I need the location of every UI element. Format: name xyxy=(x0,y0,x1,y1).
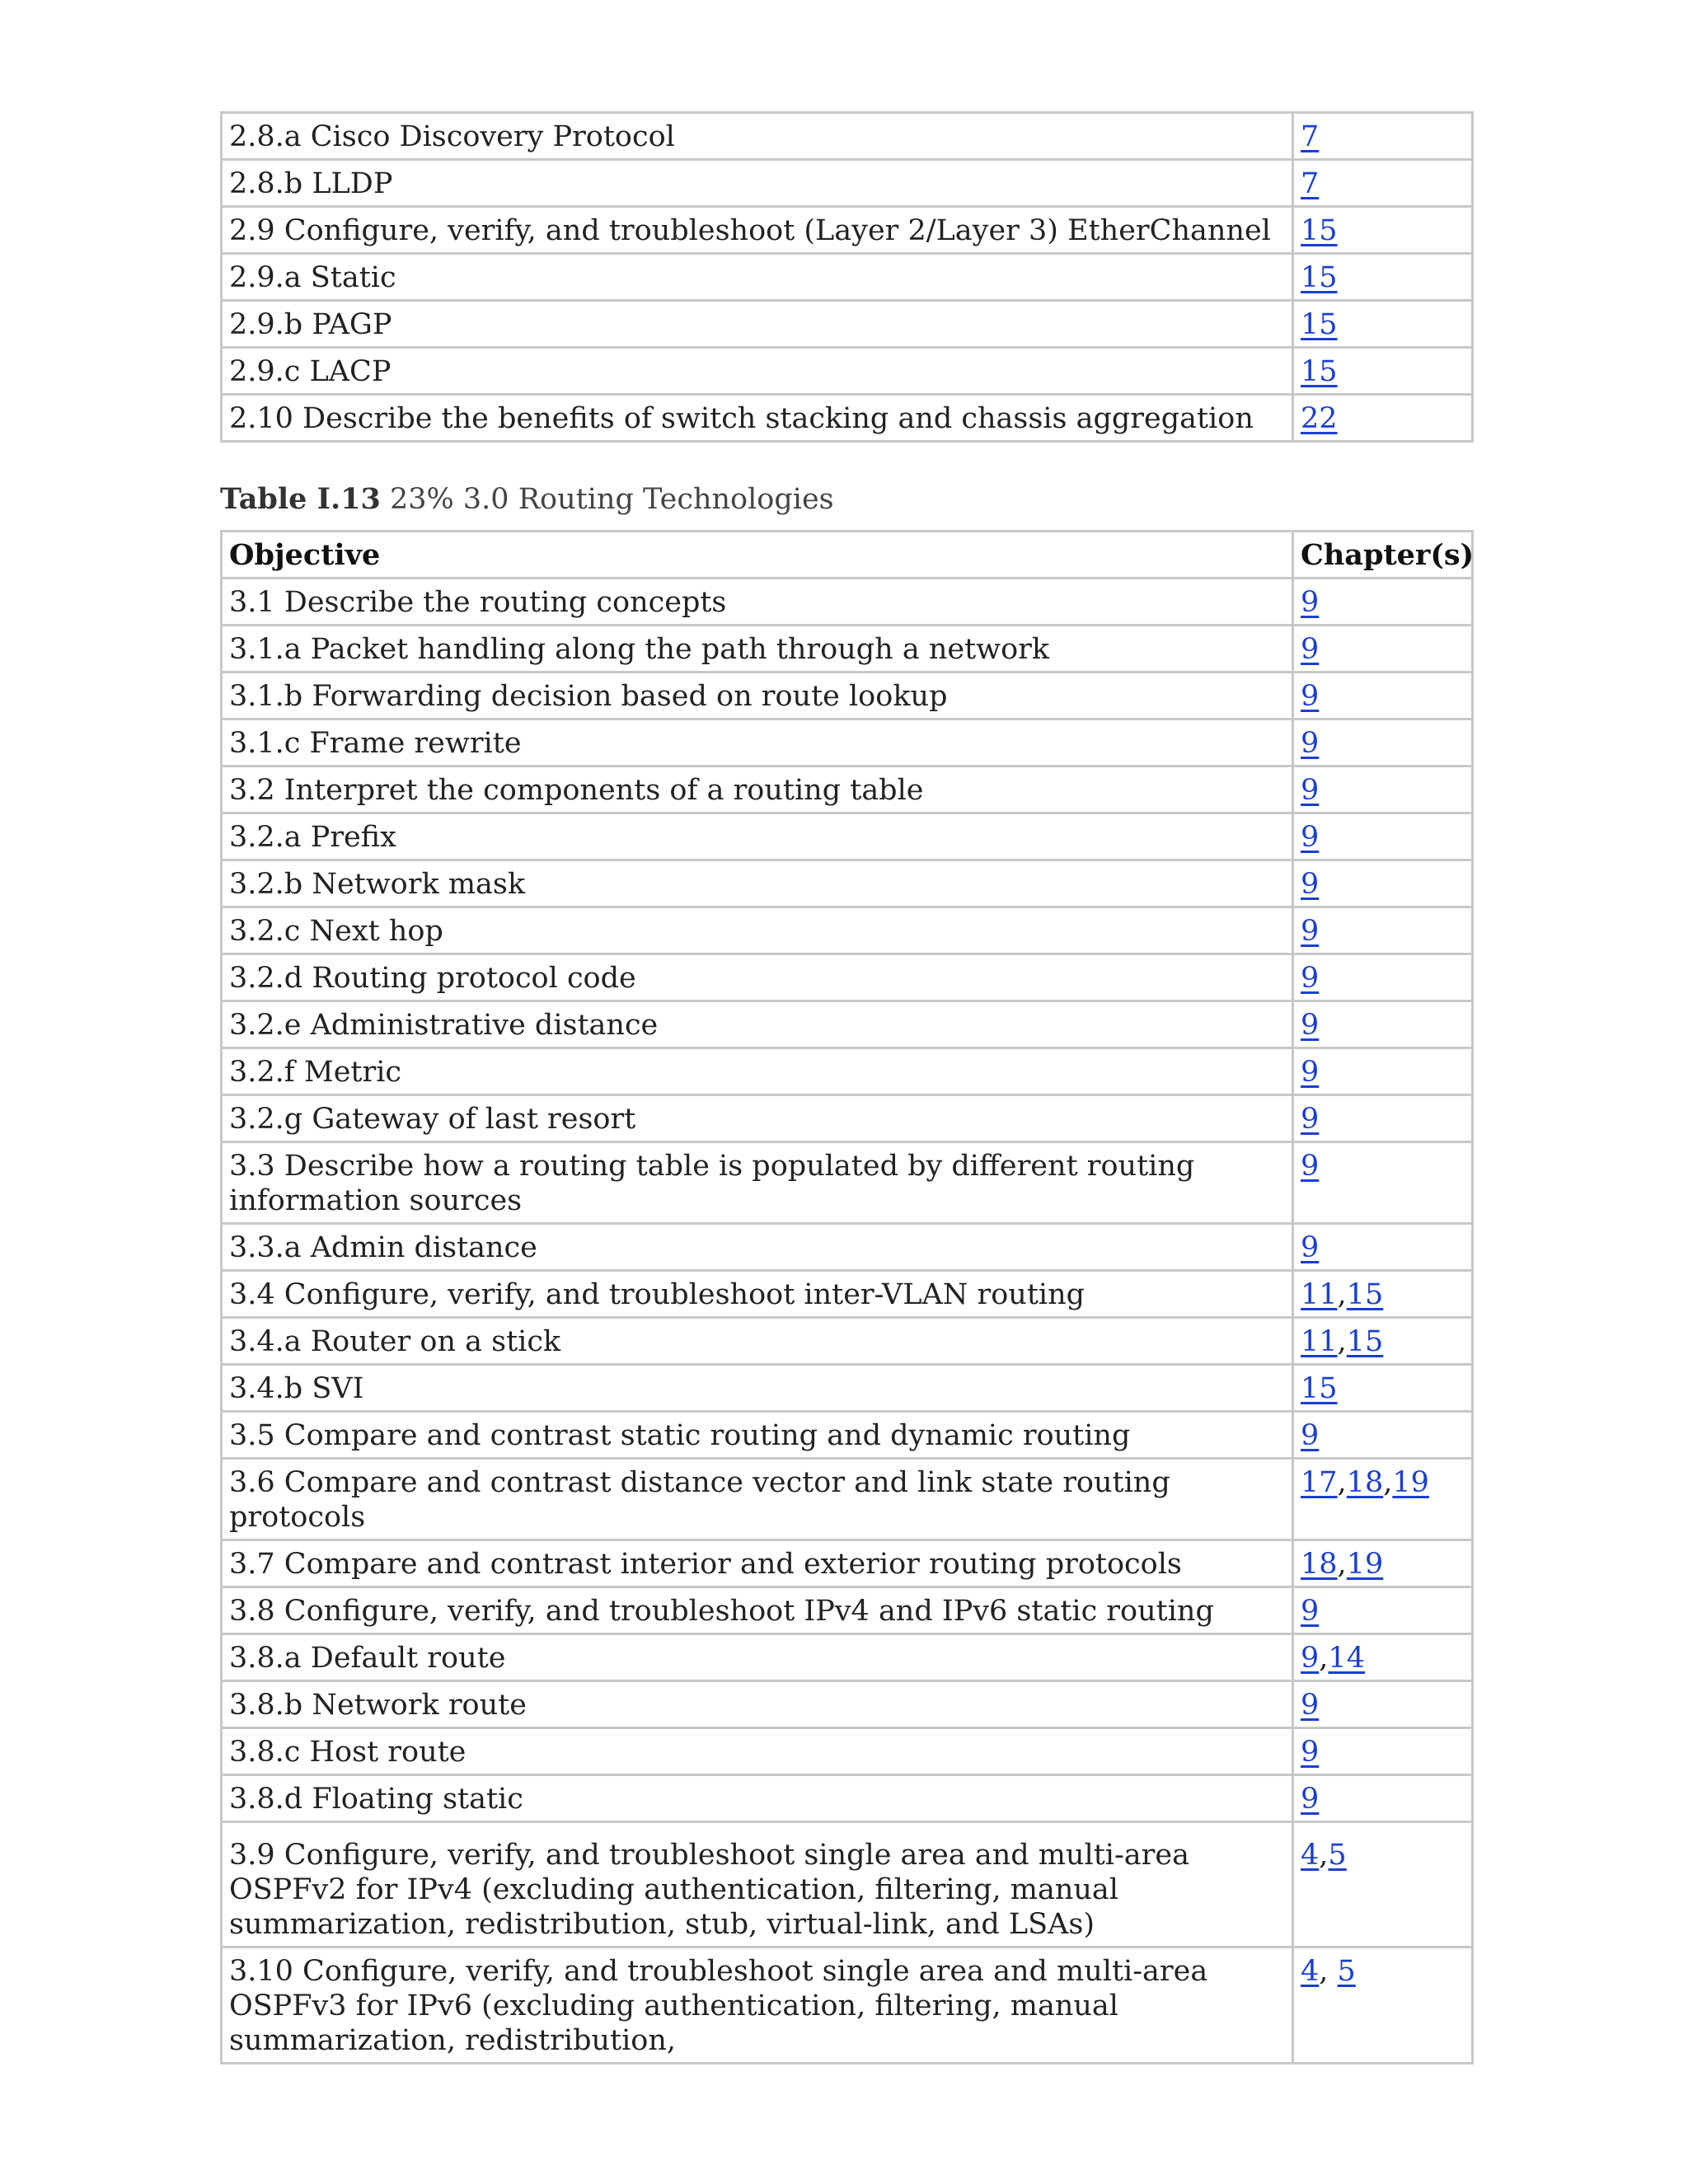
chapters-cell xyxy=(1293,1681,1473,1728)
chapter-link[interactable]: 14 xyxy=(1328,1642,1365,1675)
chapters-cell xyxy=(1293,1728,1473,1775)
chapters-cell xyxy=(1293,1318,1473,1365)
table-row xyxy=(222,719,1473,766)
table-row xyxy=(222,348,1473,395)
objectives-table-continued-body xyxy=(222,113,1473,442)
chapters-cell xyxy=(1293,719,1473,766)
chapters-cell xyxy=(1293,1412,1473,1459)
chapters-cell xyxy=(1293,1271,1473,1318)
chapter-link[interactable]: 9 xyxy=(1301,633,1320,666)
chapter-link[interactable]: 9 xyxy=(1301,868,1320,901)
chapters-cell xyxy=(1293,1947,1473,2064)
chapter-link[interactable]: 9 xyxy=(1301,1642,1320,1675)
table-row xyxy=(222,1271,1473,1318)
chapter-link[interactable]: 18 xyxy=(1346,1466,1384,1499)
table-caption-text: 23% 3.0 Routing Technologies xyxy=(390,483,834,516)
chapters-cell xyxy=(1293,301,1473,348)
chapters-cell xyxy=(1293,579,1473,626)
table-caption xyxy=(220,482,834,516)
table-row xyxy=(222,1048,1473,1095)
objective-cell: 3.7 Compare and contrast interior and exterior routing protocols xyxy=(222,1540,1293,1587)
objective-cell: 2.8.a Cisco Discovery Protocol xyxy=(222,113,1293,160)
chapter-link[interactable]: 9 xyxy=(1301,962,1320,995)
chapters-cell xyxy=(1293,160,1473,207)
table-row xyxy=(222,1318,1473,1365)
objective-cell: 3.2 Interpret the components of a routing table xyxy=(222,766,1293,813)
chapter-link[interactable]: 9 xyxy=(1301,586,1320,619)
objective-cell: 3.8 Configure, verify, and troubleshoot IPv4 and IPv6 static routing xyxy=(222,1587,1293,1634)
objective-cell: 3.2.g Gateway of last resort xyxy=(222,1095,1293,1142)
chapters-cell xyxy=(1293,766,1473,813)
chapter-separator: , xyxy=(1337,1466,1347,1499)
chapter-separator: , xyxy=(1319,1642,1329,1675)
chapter-separator: , xyxy=(1337,1278,1347,1311)
chapter-link[interactable]: 9 xyxy=(1301,1150,1320,1183)
table-row xyxy=(222,395,1473,442)
table-row xyxy=(222,1540,1473,1587)
chapter-separator: , xyxy=(1319,1839,1329,1872)
chapter-link[interactable]: 9 xyxy=(1301,1595,1320,1628)
chapter-link[interactable]: 5 xyxy=(1337,1955,1356,1988)
chapter-link[interactable]: 17 xyxy=(1301,1466,1338,1499)
table-row xyxy=(222,907,1473,954)
objective-cell: 3.2.f Metric xyxy=(222,1048,1293,1095)
chapters-cell xyxy=(1293,1001,1473,1048)
chapter-link[interactable]: 15 xyxy=(1346,1278,1384,1311)
table-row xyxy=(222,673,1473,719)
chapter-separator: , xyxy=(1337,1325,1347,1358)
chapter-link[interactable]: 9 xyxy=(1301,1231,1320,1264)
chapter-link[interactable]: 11 xyxy=(1301,1325,1338,1358)
table-row xyxy=(222,160,1473,207)
objective-cell: 3.8.c Host route xyxy=(222,1728,1293,1775)
objective-cell: 3.1.c Frame rewrite xyxy=(222,719,1293,766)
objective-cell: 3.4 Configure, verify, and troubleshoot inter-VLAN routing xyxy=(222,1271,1293,1318)
chapter-link[interactable]: 19 xyxy=(1392,1466,1429,1499)
objective-cell: 3.4.a Router on a stick xyxy=(222,1318,1293,1365)
table-row xyxy=(222,113,1473,160)
table-row xyxy=(222,1822,1473,1947)
objective-cell: 2.9.c LACP xyxy=(222,348,1293,395)
table-row xyxy=(222,1775,1473,1822)
chapter-link[interactable]: 15 xyxy=(1346,1325,1384,1358)
objective-cell: 2.9.b PAGP xyxy=(222,301,1293,348)
chapter-link[interactable]: 9 xyxy=(1301,1009,1320,1042)
objective-cell: 3.2.e Administrative distance xyxy=(222,1001,1293,1048)
chapter-link[interactable]: 19 xyxy=(1346,1548,1384,1581)
chapters-cell xyxy=(1293,626,1473,673)
table-row xyxy=(222,1142,1473,1224)
table-row xyxy=(222,301,1473,348)
chapter-link[interactable]: 4 xyxy=(1301,1839,1320,1872)
chapter-link[interactable]: 9 xyxy=(1301,727,1320,760)
chapter-link[interactable]: 15 xyxy=(1301,1372,1338,1405)
chapters-cell xyxy=(1293,1048,1473,1095)
chapters-cell xyxy=(1293,673,1473,719)
table-row xyxy=(222,207,1473,254)
objective-cell: 3.2.b Network mask xyxy=(222,860,1293,907)
chapter-separator: , xyxy=(1337,1548,1347,1581)
chapter-link[interactable]: 9 xyxy=(1301,1689,1320,1722)
table-row xyxy=(222,626,1473,673)
table-row xyxy=(222,1634,1473,1681)
table-row xyxy=(222,1224,1473,1271)
chapters-cell xyxy=(1293,860,1473,907)
objective-cell: 2.8.b LLDP xyxy=(222,160,1293,207)
table-row xyxy=(222,254,1473,301)
chapter-link[interactable]: 22 xyxy=(1301,402,1338,435)
chapters-cell xyxy=(1293,1095,1473,1142)
objective-cell: 3.4.b SVI xyxy=(222,1365,1293,1412)
chapter-separator: , xyxy=(1383,1466,1393,1499)
chapters-cell xyxy=(1293,348,1473,395)
chapters-cell xyxy=(1293,113,1473,160)
objective-cell: 3.10 Configure, verify, and troubleshoot single area and multi-area OSPFv3 for IPv6 (excluding authentication, filtering, manual summarization, redistribution, xyxy=(222,1947,1293,2064)
chapter-link[interactable]: 9 xyxy=(1301,680,1320,713)
chapter-link[interactable]: 9 xyxy=(1301,774,1320,807)
table-caption-label: Table I.13 xyxy=(220,482,381,516)
chapter-link[interactable]: 15 xyxy=(1301,261,1338,294)
chapter-link[interactable]: 4 xyxy=(1301,1955,1320,1988)
table-row xyxy=(222,813,1473,860)
objective-cell: 2.9.a Static xyxy=(222,254,1293,301)
chapter-link[interactable]: 9 xyxy=(1301,1783,1320,1816)
chapters-cell xyxy=(1293,1634,1473,1681)
chapters-cell xyxy=(1293,1587,1473,1634)
chapter-link[interactable]: 7 xyxy=(1301,167,1320,200)
chapter-link[interactable]: 9 xyxy=(1301,1736,1320,1769)
chapters-cell xyxy=(1293,1365,1473,1412)
objective-cell: 3.1 Describe the routing concepts xyxy=(222,579,1293,626)
chapter-link[interactable]: 11 xyxy=(1301,1278,1338,1311)
objective-cell: 3.3.a Admin distance xyxy=(222,1224,1293,1271)
chapter-link[interactable]: 15 xyxy=(1301,214,1338,247)
table-row xyxy=(222,1681,1473,1728)
routing-technologies-table-body xyxy=(222,579,1473,2064)
table-row xyxy=(222,954,1473,1001)
table-row xyxy=(222,1001,1473,1048)
chapters-cell xyxy=(1293,207,1473,254)
chapters-header: Chapter(s) xyxy=(1293,532,1473,579)
objective-header: Objective xyxy=(222,532,1293,579)
chapters-cell xyxy=(1293,254,1473,301)
chapters-cell xyxy=(1293,813,1473,860)
table-header-row xyxy=(222,532,1473,579)
chapters-cell xyxy=(1293,1459,1473,1540)
objective-cell: 3.2.d Routing protocol code xyxy=(222,954,1293,1001)
table-row xyxy=(222,1365,1473,1412)
objective-cell: 3.8.a Default route xyxy=(222,1634,1293,1681)
chapter-link[interactable]: 9 xyxy=(1301,915,1320,948)
chapter-separator: , xyxy=(1319,1955,1338,1988)
objective-cell: 3.8.d Floating static xyxy=(222,1775,1293,1822)
objective-cell: 3.3 Describe how a routing table is populated by different routing information sources xyxy=(222,1142,1293,1224)
chapter-link[interactable]: 15 xyxy=(1301,308,1338,341)
chapters-cell xyxy=(1293,1142,1473,1224)
table-row xyxy=(222,579,1473,626)
table-row xyxy=(222,1947,1473,2064)
chapter-link[interactable]: 5 xyxy=(1328,1839,1347,1872)
chapters-cell xyxy=(1293,1775,1473,1822)
objective-cell: 3.1.a Packet handling along the path through a network xyxy=(222,626,1293,673)
chapters-cell xyxy=(1293,1224,1473,1271)
objective-cell: 3.2.c Next hop xyxy=(222,907,1293,954)
chapters-cell xyxy=(1293,1822,1473,1947)
table-row xyxy=(222,766,1473,813)
objective-cell: 3.9 Configure, verify, and troubleshoot single area and multi-area OSPFv2 for IPv4 (excluding authentication, filtering, manual summarization, redistribution, stub, virtual-link, and LSAs) xyxy=(222,1822,1293,1947)
objective-cell: 3.6 Compare and contrast distance vector and link state routing protocols xyxy=(222,1459,1293,1540)
table-row xyxy=(222,1459,1473,1540)
objective-cell: 2.10 Describe the benefits of switch stacking and chassis aggregation xyxy=(222,395,1293,442)
table-row xyxy=(222,1728,1473,1775)
chapter-link[interactable]: 15 xyxy=(1301,355,1338,388)
objective-cell: 3.8.b Network route xyxy=(222,1681,1293,1728)
chapter-link[interactable]: 18 xyxy=(1301,1548,1338,1581)
objective-cell: 3.5 Compare and contrast static routing and dynamic routing xyxy=(222,1412,1293,1459)
chapter-link[interactable]: 9 xyxy=(1301,1419,1320,1452)
table-row xyxy=(222,1412,1473,1459)
chapters-cell xyxy=(1293,395,1473,442)
chapters-cell xyxy=(1293,907,1473,954)
objectives-table-continued xyxy=(220,111,1474,443)
chapter-link[interactable]: 9 xyxy=(1301,1103,1320,1136)
routing-technologies-table xyxy=(220,530,1474,2064)
chapter-link[interactable]: 9 xyxy=(1301,1056,1320,1089)
table-row xyxy=(222,1095,1473,1142)
chapters-cell xyxy=(1293,1540,1473,1587)
objective-cell: 2.9 Configure, verify, and troubleshoot (Layer 2/Layer 3) EtherChannel xyxy=(222,207,1293,254)
chapter-link[interactable]: 7 xyxy=(1301,120,1320,153)
table-row xyxy=(222,1587,1473,1634)
table-row xyxy=(222,860,1473,907)
chapters-cell xyxy=(1293,954,1473,1001)
chapter-link[interactable]: 9 xyxy=(1301,821,1320,854)
objective-cell: 3.1.b Forwarding decision based on route lookup xyxy=(222,673,1293,719)
objective-cell: 3.2.a Prefix xyxy=(222,813,1293,860)
